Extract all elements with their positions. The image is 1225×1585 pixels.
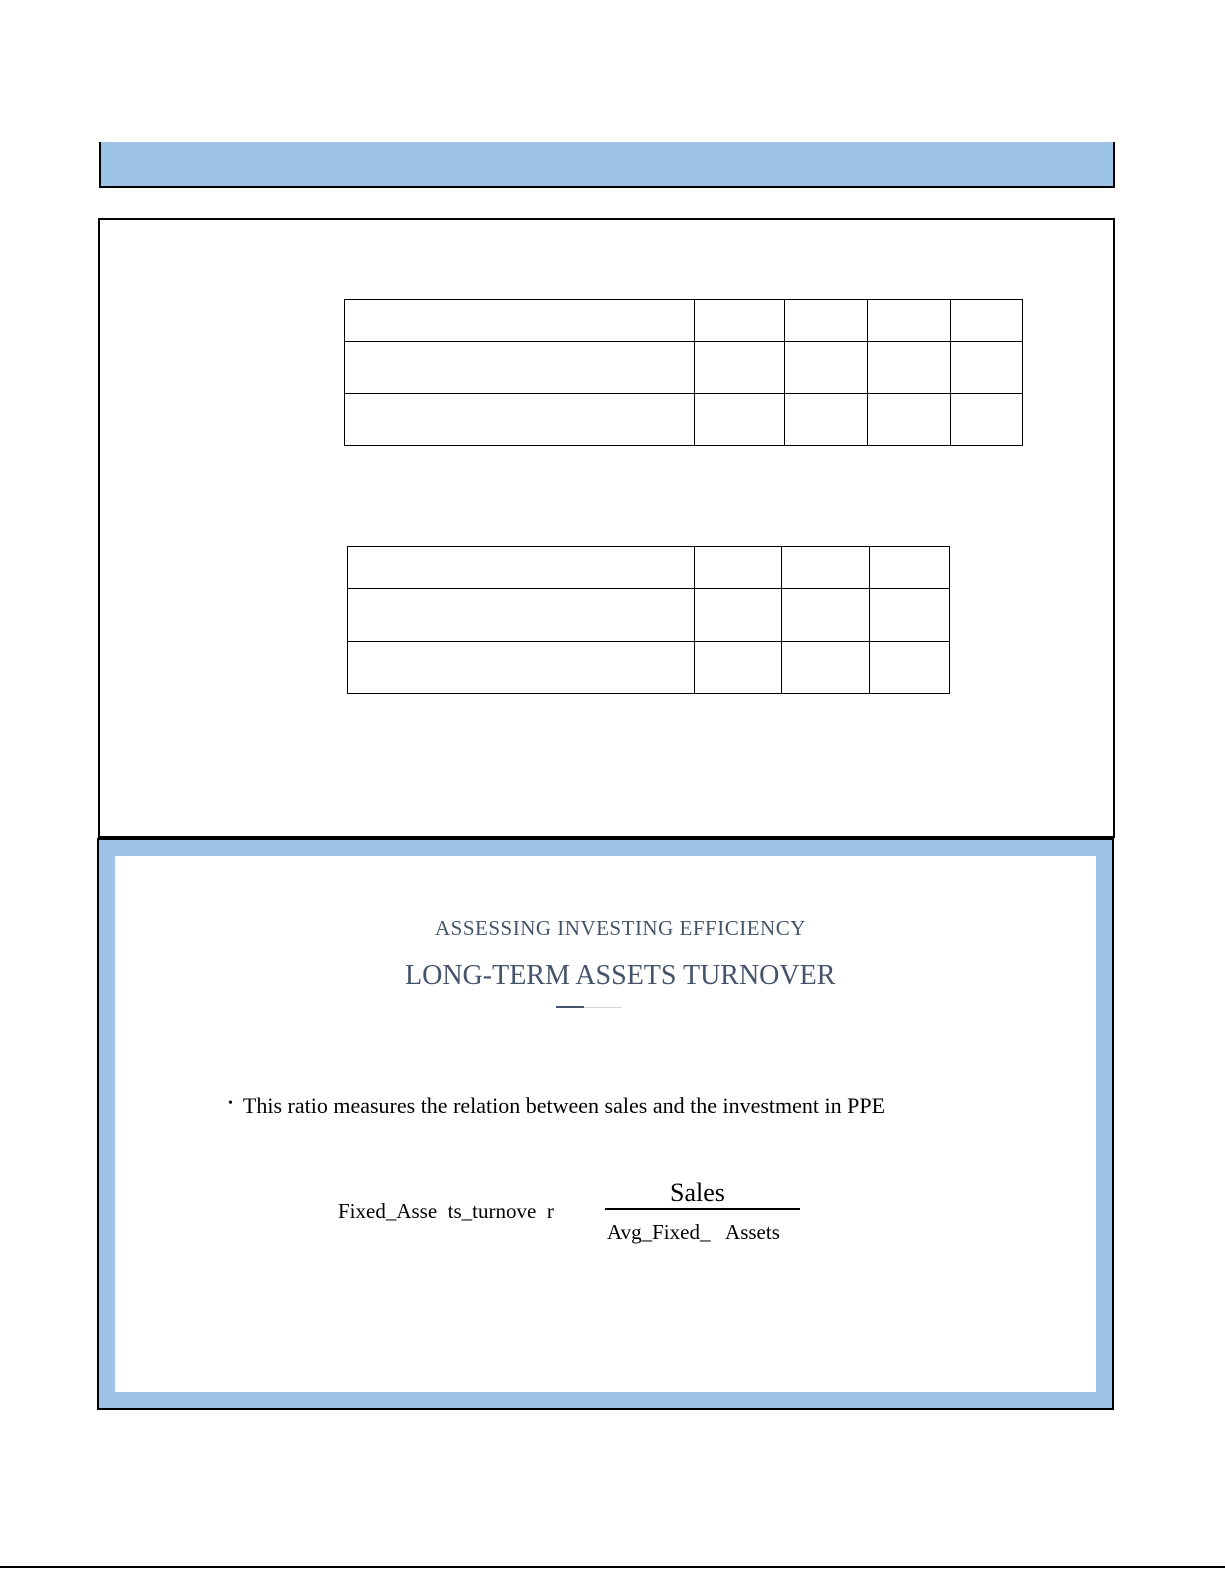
table-cell <box>348 589 695 642</box>
formula-numerator: Sales <box>670 1178 725 1207</box>
table-top <box>344 299 1023 446</box>
table-cell <box>785 394 868 446</box>
table-cell <box>695 589 782 642</box>
table-cell <box>951 300 1023 342</box>
slide-title: LONG-TERM ASSETS TURNOVER <box>405 960 836 991</box>
fraction-bar <box>605 1208 800 1210</box>
table-cell <box>870 642 950 694</box>
table-row <box>348 547 950 589</box>
title-underline-accent <box>556 1006 584 1008</box>
table-bottom <box>347 546 950 694</box>
table-cell <box>782 642 870 694</box>
header-bar <box>99 142 1115 188</box>
table-cell <box>868 342 951 394</box>
table-cell <box>345 300 695 342</box>
table-cell <box>785 342 868 394</box>
table-cell <box>785 300 868 342</box>
table-row <box>345 342 1023 394</box>
bullet-icon: • <box>228 1096 233 1111</box>
table-cell <box>951 342 1023 394</box>
table-cell <box>348 547 695 589</box>
table-cell <box>695 300 785 342</box>
table-cell <box>782 547 870 589</box>
table-cell <box>695 547 782 589</box>
slide-frame <box>97 838 1114 1410</box>
table-cell <box>695 642 782 694</box>
formula-lhs: Fixed_Asse ts_turnove r <box>338 1199 554 1223</box>
title-underline <box>584 1007 622 1008</box>
table-cell <box>695 342 785 394</box>
slide-subtitle: ASSESSING INVESTING EFFICIENCY <box>435 916 806 940</box>
formula-denominator: Avg_Fixed_ Assets <box>607 1220 780 1244</box>
table-cell <box>951 394 1023 446</box>
table-row <box>345 300 1023 342</box>
table-row <box>348 642 950 694</box>
table-row <box>345 394 1023 446</box>
slide-content <box>115 856 1096 1392</box>
table-cell <box>348 642 695 694</box>
table-cell <box>868 394 951 446</box>
bullet-text: This ratio measures the relation between sales and the investment in PPE <box>242 1093 886 1118</box>
table-cell <box>345 342 695 394</box>
table-cell <box>870 547 950 589</box>
table-cell <box>868 300 951 342</box>
table-cell <box>870 589 950 642</box>
table-row <box>348 589 950 642</box>
bullet-item <box>228 1093 885 1119</box>
page-bottom-rule <box>0 1566 1225 1568</box>
table-cell <box>782 589 870 642</box>
table-cell <box>345 394 695 446</box>
tables-panel <box>98 218 1115 838</box>
table-cell <box>695 394 785 446</box>
